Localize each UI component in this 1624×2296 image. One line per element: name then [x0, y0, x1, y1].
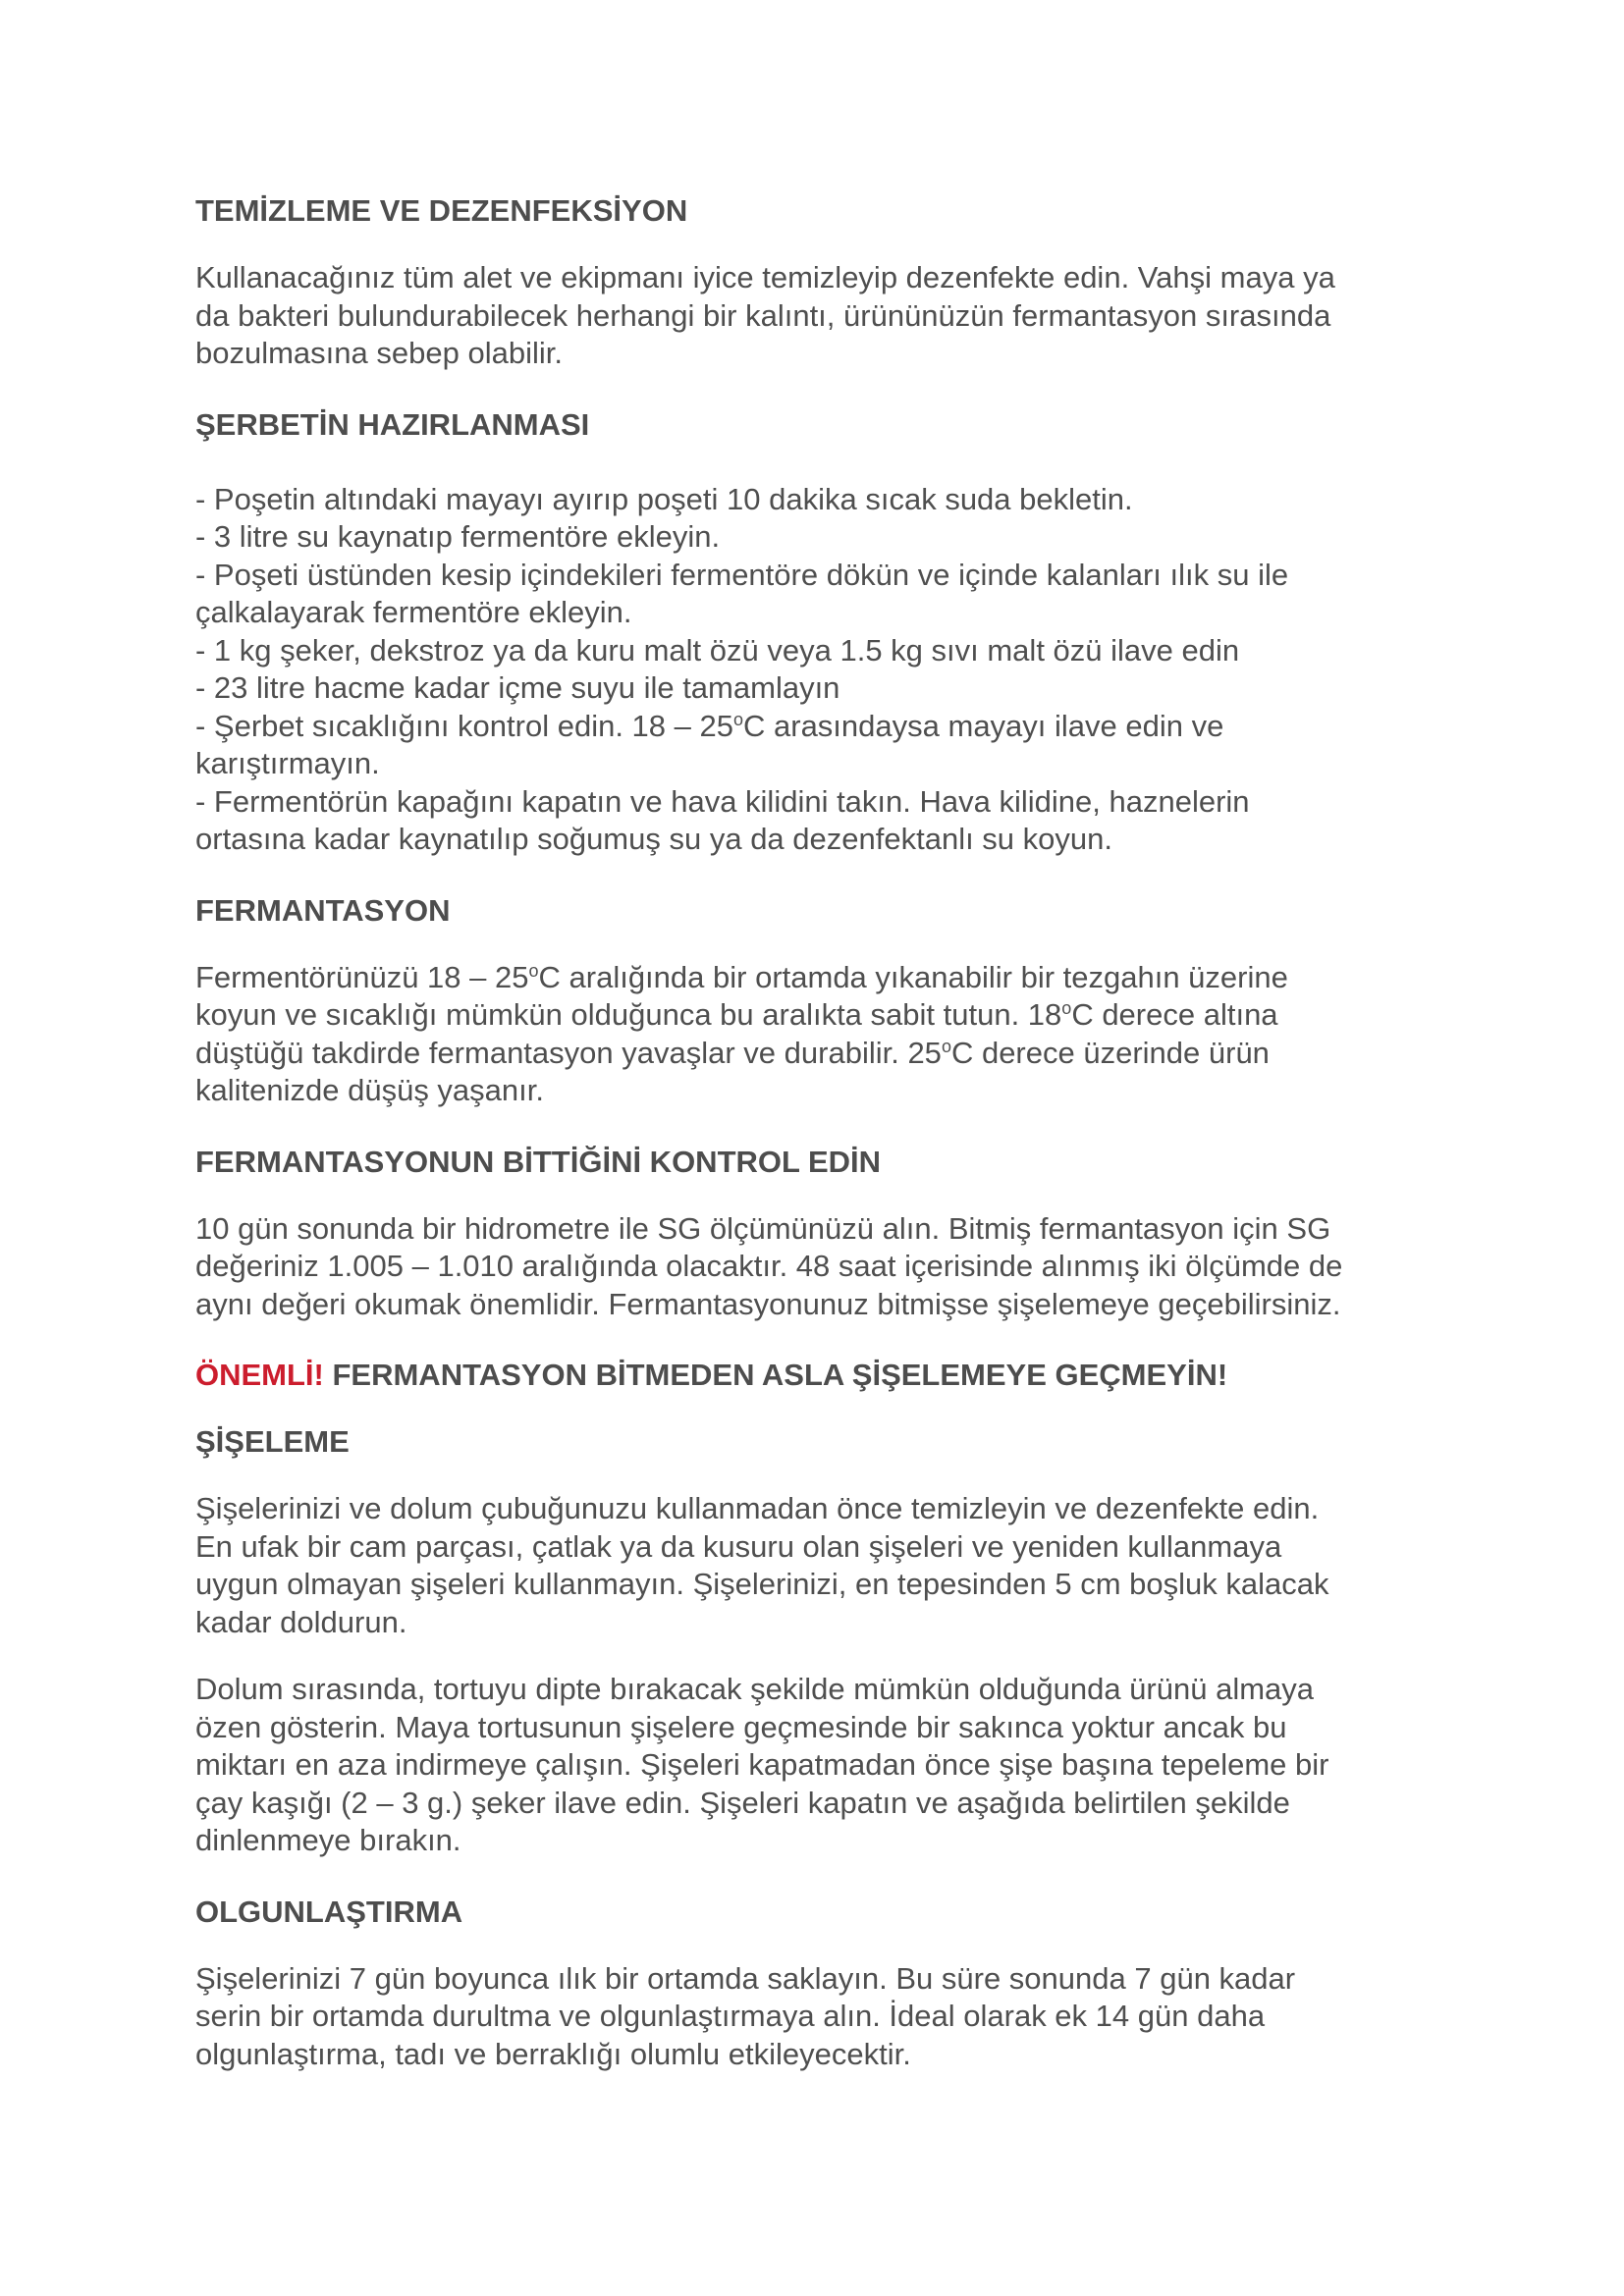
text-line: kadar doldurun.: [195, 1604, 407, 1639]
text-line: Kullanacağınız tüm alet ve ekipmanı iyice temizleyip dezenfekte edin. Vahşi maya ya: [195, 260, 1335, 294]
text-fragment: Fermentörünüzü 18 – 25: [195, 959, 529, 994]
cleaning-paragraph: [195, 259, 1462, 373]
text-line: - 3 litre su kaynatıp fermentöre ekleyin.: [195, 519, 721, 554]
text-line: olgunlaştırma, tadı ve berraklığı olumlu etkileyecektir.: [195, 2036, 911, 2071]
text-line: [195, 1035, 1462, 1073]
text-line: - Poşeti üstünden kesip içindekileri fermentöre dökün ve içinde kalanları ılık su ile: [195, 557, 1289, 592]
text-line: Şişelerinizi 7 gün boyunca ılık bir ortamda saklayın. Bu süre sonunda 7 gün kadar: [195, 1960, 1296, 1996]
text-line: kalitenizde düşüş yaşanır.: [195, 1073, 544, 1107]
bottling-paragraph-1: [195, 1490, 1462, 1641]
section-title-check: FERMANTASYONUN BİTTİĞİNİ KONTROL EDİN: [195, 1144, 882, 1179]
syrup-instructions: [195, 481, 1462, 859]
text-fragment: C derece altına: [1071, 997, 1278, 1032]
degree-sign: o: [1061, 998, 1072, 1018]
text-line: Dolum sırasında, tortuyu dipte bırakacak şekilde mümkün olduğunda ürünü almaya: [195, 1672, 1315, 1706]
degree-sign: o: [732, 709, 743, 729]
text-line: En ufak bir cam parçası, çatlak ya da kusuru olan şişeleri ve yeniden kullanmaya: [195, 1528, 1282, 1564]
text-line: [195, 959, 1462, 997]
text-line: karıştırmayın.: [195, 746, 380, 780]
text-line: çay kaşığı (2 – 3 g.) şeker ilave edin. Şişeleri kapatın ve aşağıda belirtilen şekilde: [195, 1785, 1290, 1820]
text-line: 10 gün sonunda bir hidrometre ile SG ölçümünüzü alın. Bitmiş fermantasyon için SG: [195, 1210, 1331, 1246]
text-line: serin bir ortamda durultma ve olgunlaştırmaya alın. İdeal olarak ek 14 gün daha: [195, 1999, 1266, 2033]
text-line: aynı değeri okumak önemlidir. Fermantasyonunuz bitmişse şişelemeye geçebilirsiniz.: [195, 1286, 1341, 1321]
text-fragment: koyun ve sıcaklığı mümkün olduğunca bu aralıkta sabit tutun. 18: [195, 997, 1062, 1032]
text-line: dinlenmeye bırakın.: [195, 1823, 461, 1857]
text-fragment: C aralığında bir ortamda yıkanabilir bir tezgahın üzerine: [538, 959, 1288, 994]
text-line: özen gösterin. Maya tortusunun şişelere geçmesinde bir sakınca yoktur ancak bu: [195, 1709, 1287, 1744]
text-fragment: C derece üzerinde ürün: [950, 1035, 1270, 1070]
text-line: çalkalayarak fermentöre ekleyin.: [195, 595, 632, 629]
section-title-bottling: ŞİŞELEME: [195, 1424, 350, 1459]
degree-sign: o: [528, 960, 539, 981]
degree-sign: o: [941, 1036, 951, 1056]
text-line: - 1 kg şeker, dekstroz ya da kuru malt özü veya 1.5 kg sıvı malt özü ilave edin: [195, 632, 1240, 667]
section-title-aging: OLGUNLAŞTIRMA: [195, 1894, 463, 1929]
section-title-syrup: ŞERBETİN HAZIRLANMASI: [195, 406, 590, 442]
document-page: [195, 192, 1462, 2073]
text-line: da bakteri bulundurabilecek herhangi bir kalıntı, ürününüzün fermantasyon sırasında: [195, 297, 1331, 333]
aging-paragraph: [195, 1960, 1462, 2074]
text-line: değeriniz 1.005 – 1.010 aralığında olacaktır. 48 saat içerisinde alınmış iki ölçümde de: [195, 1249, 1343, 1283]
warning-text: FERMANTASYON BİTMEDEN ASLA ŞİŞELEMEYE GEÇMEYİN!: [323, 1358, 1228, 1392]
fermentation-paragraph: [195, 959, 1462, 1110]
text-line: miktarı en aza indirmeye çalışın. Şişeleri kapatmadan önce şişe başına tepeleme bir: [195, 1747, 1329, 1782]
bottling-paragraph-2: [195, 1671, 1462, 1860]
warning-label: ÖNEMLİ!: [195, 1358, 324, 1392]
text-line: [195, 996, 1462, 1035]
text-fragment: C arasındaysa mayayı ilave edin ve: [743, 708, 1224, 743]
section-title-cleaning: TEMİZLEME VE DEZENFEKSİYON: [195, 193, 688, 228]
text-line: - Poşetin altındaki mayayı ayırıp poşeti 10 dakika sıcak suda bekletin.: [195, 481, 1133, 516]
text-line: ortasına kadar kaynatılıp soğumuş su ya da dezenfektanlı su koyun.: [195, 822, 1112, 856]
text-line: - Fermentörün kapağını kapatın ve hava kilidini takın. Hava kilidine, haznelerin: [195, 783, 1250, 819]
text-line: uygun olmayan şişeleri kullanmayın. Şişelerinizi, en tepesinden 5 cm boşluk kalacak: [195, 1567, 1329, 1601]
text-line: - 23 litre hacme kadar içme suyu ile tamamlayın: [195, 670, 840, 705]
section-title-fermentation: FERMANTASYON: [195, 892, 451, 928]
check-paragraph: [195, 1210, 1462, 1324]
text-fragment: düştüğü takdirde fermantasyon yavaşlar ve durabilir. 25: [195, 1035, 942, 1070]
text-line: Şişelerinizi ve dolum çubuğunuzu kullanmadan önce temizleyin ve dezenfekte edin.: [195, 1491, 1320, 1525]
text-line: [195, 708, 1462, 746]
text-line: bozulmasına sebep olabilir.: [195, 336, 563, 370]
text-fragment: - Şerbet sıcaklığını kontrol edin. 18 – 25: [195, 708, 733, 743]
warning-line: [195, 1357, 1462, 1394]
